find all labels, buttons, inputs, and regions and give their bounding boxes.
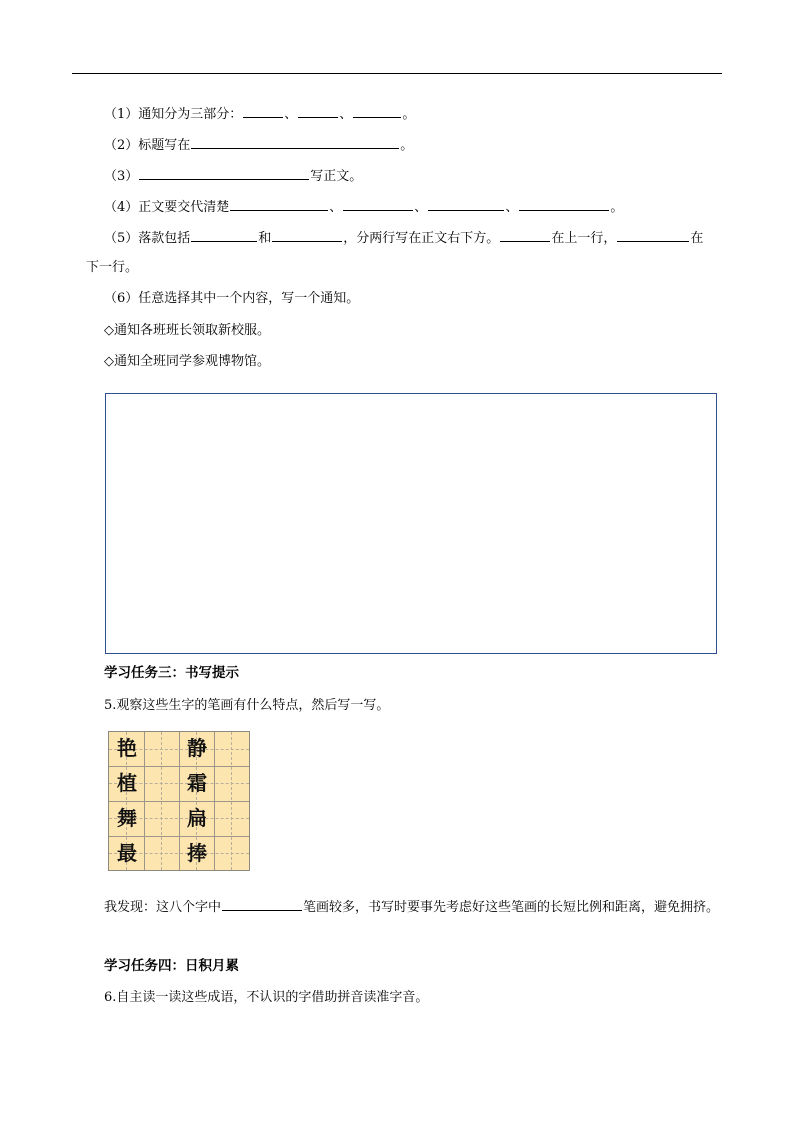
- blank[interactable]: [191, 135, 399, 149]
- q5-prefix: （5）落款包括: [104, 231, 191, 246]
- blank[interactable]: [617, 228, 689, 242]
- discovery-suffix: 笔画较多，书写时要事先考虑好这些笔画的长短比例和距离，避免拥挤。: [303, 900, 720, 915]
- q1-sep: 、: [284, 107, 298, 122]
- q2-prefix: （2）标题写在: [104, 138, 191, 153]
- blank[interactable]: [353, 104, 401, 118]
- option-uniforms: ◇通知各班班长领取新校服。: [104, 323, 270, 338]
- blank[interactable]: [500, 228, 550, 242]
- blank[interactable]: [139, 166, 309, 180]
- character-grid: [108, 731, 250, 871]
- q5-end: 在: [690, 231, 704, 246]
- blank[interactable]: [222, 897, 302, 911]
- header-rule: [72, 73, 722, 74]
- task4-question: 6.自主读一读这些成语，不认识的字借助拼音读准字音。: [104, 990, 429, 1005]
- task4-heading: 学习任务四：日积月累: [104, 958, 239, 974]
- character-cell: 舞: [117, 806, 137, 830]
- q1-end: 。: [402, 107, 416, 122]
- q2-end: 。: [400, 138, 414, 153]
- question-2: [104, 135, 413, 155]
- q4-sep: 、: [329, 200, 343, 215]
- grid-line: [109, 836, 249, 837]
- blank[interactable]: [343, 197, 413, 211]
- blank[interactable]: [298, 104, 338, 118]
- blank[interactable]: [230, 197, 328, 211]
- question-5: [104, 228, 703, 248]
- character-cell: 霜: [187, 771, 207, 795]
- question-4: [104, 197, 623, 217]
- grid-line: [109, 801, 249, 802]
- q4-sep: 、: [414, 200, 428, 215]
- answer-writing-box[interactable]: [105, 393, 717, 654]
- option-museum: ◇通知全班同学参观博物馆。: [104, 354, 270, 369]
- blank[interactable]: [243, 104, 283, 118]
- q3-prefix: （3）: [104, 169, 139, 184]
- blank[interactable]: [272, 228, 342, 242]
- blank[interactable]: [519, 197, 609, 211]
- q4-end: 。: [610, 200, 624, 215]
- character-cell: 扁: [187, 806, 207, 830]
- q5-text: 和: [258, 231, 272, 246]
- q1-sep: 、: [339, 107, 353, 122]
- character-cell: 艳: [117, 736, 137, 760]
- question-5-line2: 下一行。: [86, 260, 139, 275]
- character-cell: 最: [117, 841, 137, 865]
- task3-heading: 学习任务三：书写提示: [104, 665, 239, 681]
- discovery-prefix: 我发现：这八个字中: [104, 900, 222, 915]
- q4-sep: 、: [505, 200, 519, 215]
- character-cell: 捧: [187, 841, 207, 865]
- question-3: [104, 166, 362, 186]
- character-cell: 静: [187, 736, 207, 760]
- task3-question: 5.观察这些生字的笔画有什么特点，然后写一写。: [104, 698, 390, 713]
- question-1: [104, 104, 415, 124]
- discovery-paragraph: [86, 892, 722, 923]
- blank[interactable]: [428, 197, 504, 211]
- character-cell: 植: [117, 771, 137, 795]
- blank[interactable]: [191, 228, 257, 242]
- q3-end: 写正文。: [310, 169, 363, 184]
- question-6: （6）任意选择其中一个内容，写一个通知。: [104, 291, 360, 306]
- q5-text: 在上一行，: [551, 231, 617, 246]
- q5-text: ，分两行写在正文右下方。: [343, 231, 500, 246]
- q4-prefix: （4）正文要交代清楚: [104, 200, 230, 215]
- q1-prefix: （1）通知分为三部分：: [104, 107, 243, 122]
- grid-line: [109, 766, 249, 767]
